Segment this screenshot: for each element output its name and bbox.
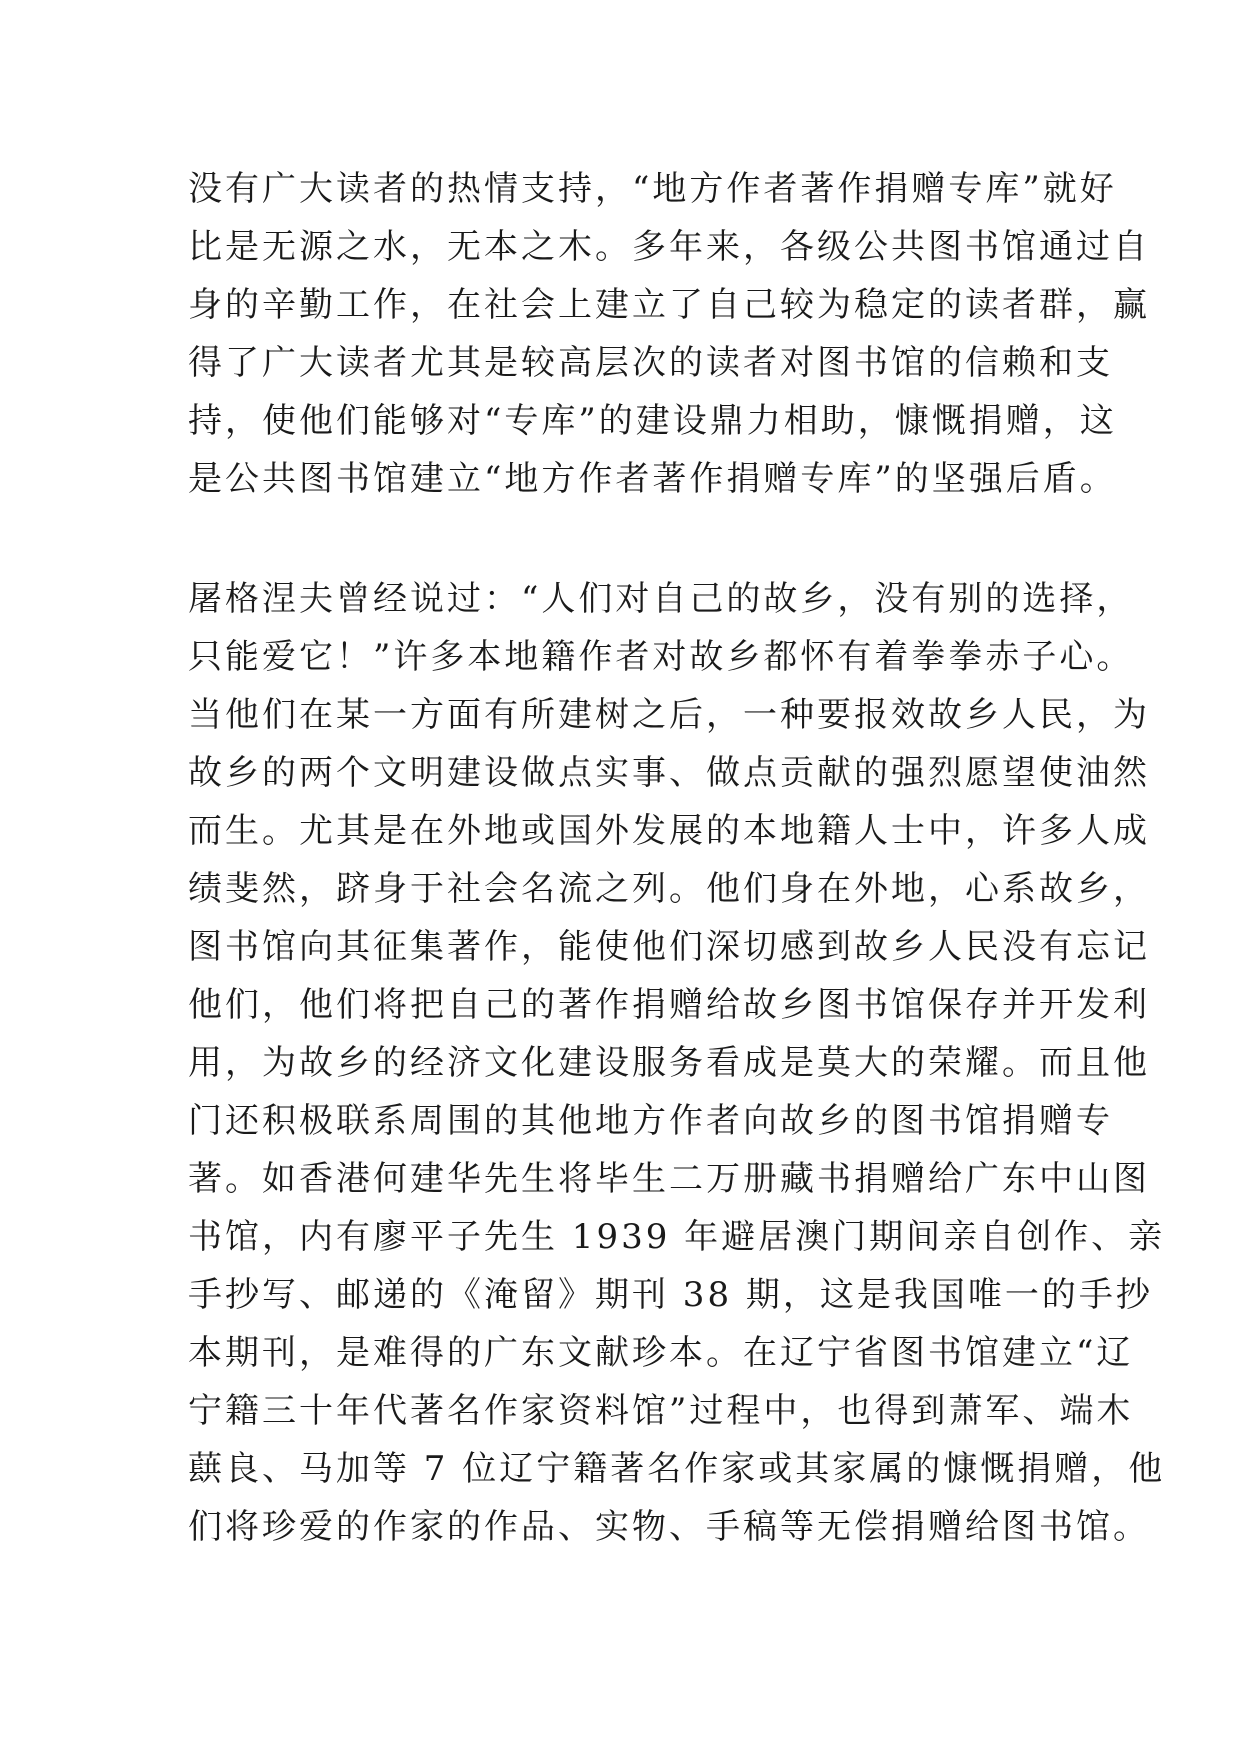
- text-line: 手抄写、邮递的《淹留》期刊 38 期，这是我国唯一的手抄: [188, 1275, 1153, 1315]
- text-line: 没有广大读者的热情支持，“地方作者著作捐赠专库”就好: [188, 169, 1117, 209]
- text-line: 而生。尤其是在外地或国外发展的本地籍人士中，许多人成: [188, 811, 1150, 851]
- text-line: 持，使他们能够对“专库”的建设鼎力相助，慷慨捐赠，这: [188, 401, 1117, 441]
- text-line: 书馆，内有廖平子先生 1939 年避居澳门期间亲自创作、亲: [188, 1217, 1166, 1257]
- text-line: 宁籍三十年代著名作家资料馆”过程中，也得到萧军、端木: [188, 1391, 1134, 1431]
- text-line: 们将珍爱的作家的作品、实物、手稿等无偿捐赠给图书馆。: [188, 1507, 1150, 1547]
- text-line: 只能爱它！”许多本地籍作者对故乡都怀有着拳拳赤子心。: [188, 637, 1134, 677]
- text-line: 门还积极联系周围的其他地方作者向故乡的图书馆捐赠专: [188, 1101, 1113, 1141]
- text-line: 用，为故乡的经济文化建设服务看成是莫大的荣耀。而且他: [188, 1043, 1150, 1083]
- text-line: 绩斐然，跻身于社会名流之列。他们身在外地，心系故乡，: [188, 869, 1150, 909]
- text-line: 故乡的两个文明建设做点实事、做点贡献的强烈愿望使油然: [188, 753, 1150, 793]
- text-line: 本期刊，是难得的广东文献珍本。在辽宁省图书馆建立“辽: [188, 1333, 1134, 1373]
- text-line: 蕻良、马加等 7 位辽宁籍著名作家或其家属的慷慨捐赠，他: [188, 1449, 1166, 1489]
- paragraph-2: [188, 570, 1166, 1556]
- text-line: 身的辛勤工作，在社会上建立了自己较为稳定的读者群，赢: [188, 285, 1150, 325]
- text-line: 屠格涅夫曾经说过：“人们对自己的故乡，没有别的选择，: [188, 579, 1134, 619]
- text-line: 是公共图书馆建立“地方作者著作捐赠专库”的坚强后盾。: [188, 459, 1117, 499]
- text-line: 图书馆向其征集著作，能使他们深切感到故乡人民没有忘记: [188, 927, 1150, 967]
- text-line: 比是无源之水，无本之木。多年来，各级公共图书馆通过自: [188, 227, 1150, 267]
- text-line: 著。如香港何建华先生将毕生二万册藏书捐赠给广东中山图: [188, 1159, 1150, 1199]
- text-line: 他们，他们将把自己的著作捐赠给故乡图书馆保存并开发利: [188, 985, 1150, 1025]
- paragraph-1: [188, 160, 1150, 508]
- text-line: 得了广大读者尤其是较高层次的读者对图书馆的信赖和支: [188, 343, 1113, 383]
- text-line: 当他们在某一方面有所建树之后，一种要报效故乡人民，为: [188, 695, 1150, 735]
